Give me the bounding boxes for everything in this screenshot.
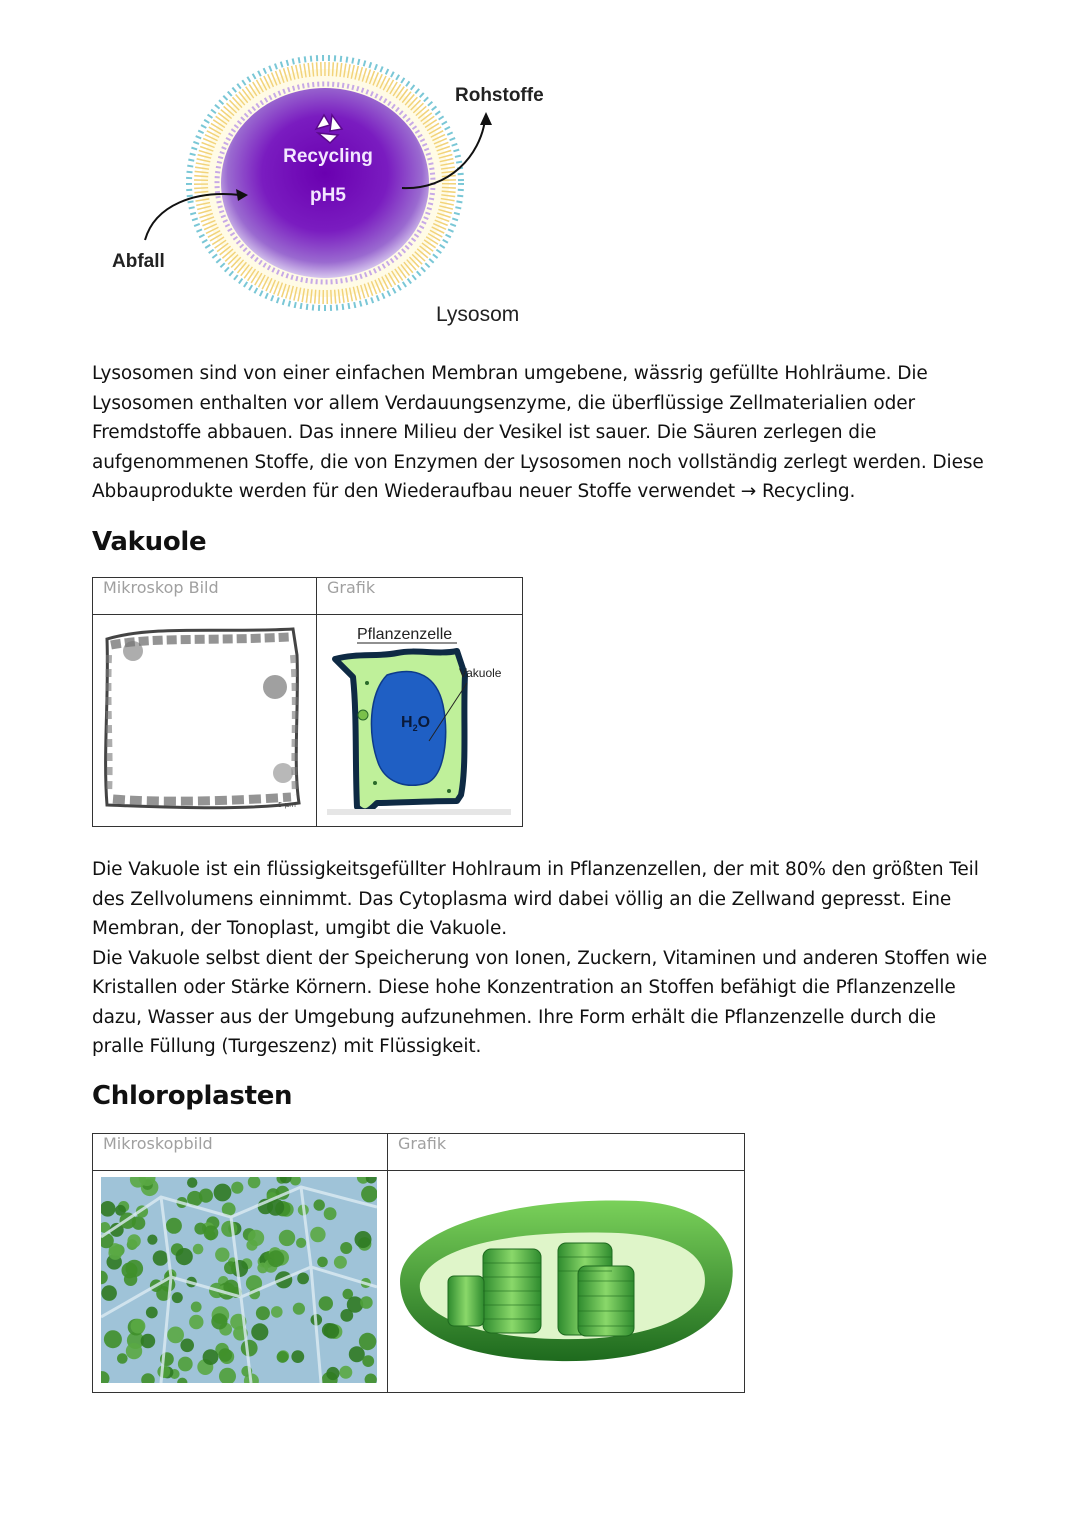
vakuole-text-2: Die Vakuole selbst dient der Speicherung von Ionen, Zuckern, Vitaminen und anderen Stoffen wie Kristallen oder Stärke Körnern. Diese hohe Konzentration an Stoffen befähigt die Pflanzenzelle dazu, Wasser aus der Umgebung aufzunehmen. Ihre Form erhält die Pflanzenzelle durch die pralle Füllung (Turgeszenz) mit Flüssigkeit. <box>92 947 988 1057</box>
water-h: H <box>401 714 413 731</box>
chloroplast-dot <box>324 1207 337 1220</box>
chloroplast-dot <box>241 1340 258 1357</box>
chloroplast-dot <box>221 1221 237 1237</box>
chloroplast-dot <box>193 1244 204 1255</box>
chloroplast-dot <box>340 1242 352 1254</box>
chloroplast-dot <box>101 1285 117 1301</box>
chloroplast-dot <box>231 1182 243 1194</box>
chloroplast-dot <box>310 1227 325 1242</box>
chloroplast-dot <box>296 1238 306 1248</box>
chloroplast-dot <box>291 1350 304 1363</box>
lysosome-caption: Lysosom <box>436 303 520 326</box>
chloroplasten-micrograph-cell <box>93 1171 388 1393</box>
chloroplast-dot <box>176 1248 193 1265</box>
svg-text:5 µm: 5 µm <box>278 801 296 809</box>
chloroplast-dot <box>191 1302 202 1313</box>
chloroplast-dot <box>204 1225 219 1240</box>
chloroplast-dot <box>359 1333 376 1350</box>
chloroplasten-micrograph <box>101 1177 377 1383</box>
chloroplast-dot <box>146 1307 158 1319</box>
water-sub: 2 <box>412 723 418 733</box>
chloroplast-dot <box>203 1349 219 1365</box>
chloroplast-dot <box>122 1262 138 1278</box>
vakuole-micrograph <box>93 615 315 825</box>
chloroplast-dot <box>167 1327 184 1344</box>
chloroplast-dot <box>340 1309 353 1322</box>
water-o: O <box>417 714 431 731</box>
chloroplasten-graphic <box>388 1171 743 1391</box>
chloroplast-dot <box>326 1367 339 1380</box>
chloroplast-dot <box>126 1343 142 1359</box>
chloroplast-dot <box>187 1178 197 1188</box>
chloroplast-dot <box>214 1184 232 1202</box>
chloroplast-dot <box>141 1334 156 1349</box>
lysosome-label-ph: pH5 <box>310 185 346 206</box>
chloroplast-dot <box>251 1323 268 1340</box>
chloroplast-dot <box>362 1355 374 1367</box>
chloroplasten-header-grafik: Grafik <box>388 1134 745 1171</box>
chloroplasten-header-mikroskop: Mikroskopbild <box>93 1134 388 1171</box>
pflanzenzelle-title: Pflanzenzelle <box>357 626 453 643</box>
chloroplast-dot <box>339 1366 352 1379</box>
chloroplast-dot <box>127 1234 140 1247</box>
chloroplast-dot <box>180 1339 194 1353</box>
heading-vakuole: Vakuole <box>92 527 207 557</box>
vakuole-table <box>92 577 523 827</box>
vakuole-label: Vakuole <box>459 666 502 680</box>
chloroplast-dot <box>355 1231 372 1248</box>
chloroplast-dot <box>319 1296 333 1310</box>
vakuole-graphic-cell <box>317 615 523 827</box>
chloroplast-dot <box>218 1348 232 1362</box>
vakuole-micrograph-cell <box>93 615 317 827</box>
chloroplast-dot <box>349 1346 365 1362</box>
vakuole-graphic <box>317 615 521 825</box>
chloroplast-dot <box>153 1250 168 1265</box>
vakuole-header-mikroskop: Mikroskop Bild <box>93 578 317 615</box>
chloroplast-dot <box>279 1230 295 1246</box>
chloroplast-dot <box>334 1256 347 1269</box>
chloroplast-dot <box>172 1292 183 1303</box>
lysosome-label-abfall: Abfall <box>112 251 165 272</box>
lysosome-label-rohstoffe: Rohstoffe <box>455 85 544 106</box>
vakuole-paragraph <box>92 855 992 1062</box>
chloroplast-dot <box>361 1186 377 1203</box>
chloroplast-dot <box>324 1323 339 1338</box>
chloroplast-dot <box>317 1257 328 1268</box>
chloroplast-dot <box>248 1230 264 1246</box>
heading-chloroplasten: Chloroplasten <box>92 1081 293 1111</box>
chloroplast-dot <box>215 1248 229 1262</box>
chloroplast-dot <box>293 1303 305 1315</box>
chloroplast-dot <box>256 1306 270 1320</box>
chloroplast-dot <box>104 1330 122 1348</box>
chloroplast-dot <box>271 1306 283 1318</box>
chloroplast-dot <box>224 1261 237 1274</box>
chloroplasten-graphic-cell <box>388 1171 745 1393</box>
lysosome-text: Lysosomen sind von einer einfachen Membran umgebene, wässrig gefüllte Hohlräume. Die Lysosomen enthalten vor allem Verdauungsenzyme, die überflüssige Zellmaterialien oder Fremdstoffe abbauen. Das innere Milieu der Vesikel ist sauer. Die Säuren zerlegen die aufgenommenen Stoffe, die von Enzymen der Lysosomen noch vollständig zerlegt werden. Diese Abbauprodukte werden für den Wiederaufbau neuer Stoffe verwendet → Recycling. <box>92 363 984 502</box>
vakuole-header-grafik: Grafik <box>317 578 523 615</box>
chloroplast-dot <box>189 1315 203 1329</box>
chloroplast-dot <box>297 1273 309 1285</box>
lysosome-label-recycling: Recycling <box>283 146 373 167</box>
vakuole-text-1: Die Vakuole ist ein flüssigkeitsgefüllter Hohlraum in Pflanzenzellen, der mit 80% den größten Teil des Zellvolumens einnimmt. Das Cytoplasma wird dabei völlig an die Zellwand gepresst. Eine Membran, der Tonoplast, umgibt die Vakuole. <box>92 859 979 939</box>
chloroplast-dot <box>131 1319 146 1334</box>
chloroplast-dot <box>314 1199 325 1210</box>
chloroplast-dot <box>277 1351 289 1363</box>
chloroplast-dot <box>178 1357 193 1372</box>
chloroplasten-table <box>92 1133 745 1393</box>
chloroplast-dot <box>166 1218 182 1234</box>
chloroplast-dot <box>360 1296 373 1309</box>
chloroplast-dot <box>147 1235 157 1245</box>
chloroplast-dot <box>117 1353 128 1364</box>
lysosome-figure <box>100 55 560 340</box>
chloroplast-dot <box>211 1313 227 1329</box>
lysosome-paragraph <box>92 359 992 507</box>
chloroplast-dot <box>268 1250 285 1267</box>
